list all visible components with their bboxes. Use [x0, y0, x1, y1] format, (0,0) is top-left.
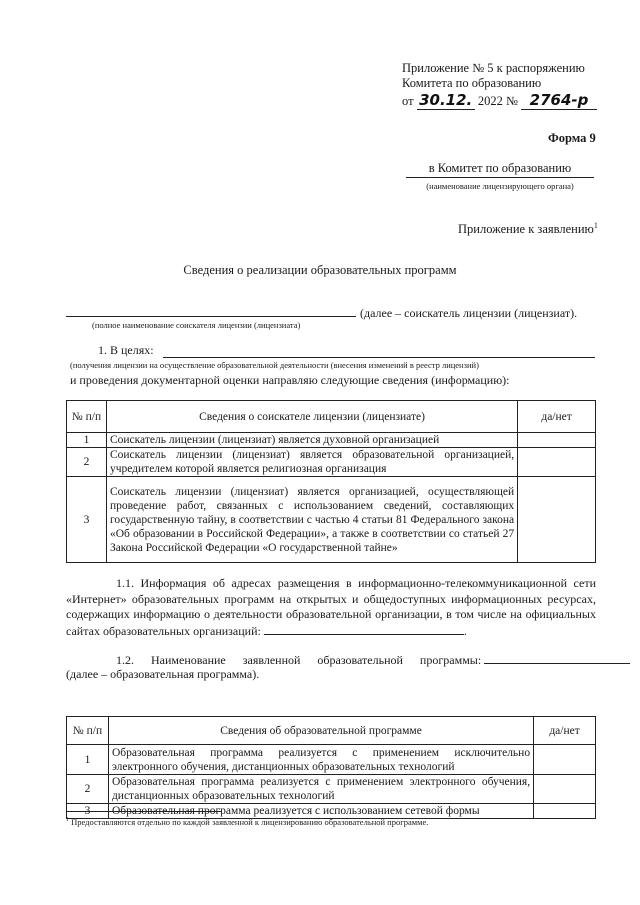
applicant-suffix: (далее – соискатель лицензии (лицензиат). — [360, 306, 578, 320]
row-yesno-cell[interactable] — [534, 775, 596, 804]
row-text: Образовательная программа реализуется с применением исключительно электронного обучения, дистанционных образовательных технологий — [108, 745, 533, 775]
addressee-caption: (наименование лицензирующего органа) — [426, 181, 574, 191]
goals-field — [163, 357, 595, 358]
addressee: в Комитет по образованию — [406, 161, 594, 178]
footnote-number: 1 — [66, 817, 69, 824]
paragraph-1-1: 1.1. Информация об адресах размещения в информационно-телекоммуникационной сети «Интернет» образовательных программ на открытых и общедоступных информационных ресурсах, содержащих информацию о деятельности образовательной организации, в том числе на официальных сайтах образовательных организаций: . — [66, 576, 596, 638]
date-prefix: от — [402, 94, 414, 108]
row-text: Соискатель лицензии (лицензиат) является образовательной организацией, учредителем которой является религиозная организация — [106, 448, 517, 477]
applicant-caption: (полное наименование соискателя лицензии (лицензиата) — [92, 320, 301, 330]
row-num: 1 — [67, 745, 109, 775]
appendix-label — [458, 221, 598, 237]
row-num: 3 — [67, 804, 109, 819]
paragraph-1-2 — [116, 652, 630, 668]
table-row — [67, 775, 596, 804]
form-label: Форма 9 — [548, 131, 596, 145]
applicant-name-field — [66, 316, 356, 317]
header-num: № п/п — [67, 401, 107, 433]
footnote — [66, 817, 428, 827]
row-num: 3 — [67, 477, 107, 563]
footnote-mark: 1 — [593, 221, 598, 230]
document-title: Сведения о реализации образовательных программ — [183, 263, 457, 277]
row-text: Соискатель лицензии (лицензиат) является духовной организацией — [106, 433, 517, 448]
footnote-divider — [66, 811, 222, 812]
paragraph-1-1-text: 1.1. Информация об адресах размещения в информационно-телекоммуникационной сети «Интернет» образовательных программ на открытых и общедоступных информационных ресурсах, содержащих информацию о деятельности образовательной организации, в том числе на официальных сайтах образовательных организаций: — [66, 576, 596, 638]
table-row — [67, 448, 596, 477]
header-date-line — [402, 91, 597, 110]
row-num: 1 — [67, 433, 107, 448]
date-handwritten: 30.12. — [417, 91, 475, 110]
row-yesno-cell[interactable] — [534, 804, 596, 819]
header-yesno: да/нет — [534, 717, 596, 745]
goals-label: 1. В целях: — [98, 343, 154, 357]
paragraph-1-2-continuation: (далее – образовательная программа). — [66, 667, 260, 681]
header-info: Сведения о соискателе лицензии (лицензиате) — [106, 401, 517, 433]
row-text: Образовательная программа реализуется с использованием сетевой формы — [108, 804, 533, 819]
header-num: № п/п — [67, 717, 109, 745]
table-row — [67, 745, 596, 775]
header-info: Сведения об образовательной программе — [108, 717, 533, 745]
appendix-label-text: Приложение к заявлению — [458, 222, 594, 237]
paragraph-1-2-text: 1.2. Наименование заявленной образовательной программы: — [116, 653, 482, 667]
program-name-field — [484, 652, 630, 664]
goals-caption: (получения лицензии на осуществление образовательной деятельности (внесения изменений в реестр лицензий) — [70, 360, 479, 370]
row-num: 2 — [67, 448, 107, 477]
header-yesno: да/нет — [518, 401, 596, 433]
row-yesno-cell[interactable] — [518, 477, 596, 563]
table-row — [67, 477, 596, 563]
goals-text: и проведения документарной оценки направляю следующие сведения (информацию): — [70, 373, 510, 387]
row-yesno-cell[interactable] — [518, 433, 596, 448]
number-handwritten: 2764-р — [521, 91, 597, 110]
table-applicant-info — [66, 400, 596, 563]
year: 2022 № — [477, 94, 518, 108]
row-yesno-cell[interactable] — [534, 745, 596, 775]
row-text: Соискатель лицензии (лицензиат) является организацией, осуществляющей проведение работ, связанных с использованием сведений, составляющих государственную тайну, в соответствии с частью 4 статьи 81 Федерального закона «Об образовании в Российской Федерации», а также в соответствии со статьей 27 Закона Российской Федерации «О государственной тайне» — [106, 477, 517, 563]
header-line-2: Комитета по образованию — [402, 76, 542, 90]
row-text: Образовательная программа реализуется с применением электронного обучения, дистанционных образовательных технологий — [108, 775, 533, 804]
footnote-text: Предоставляются отдельно по каждой заявленной к лицензированию образовательной программе. — [71, 817, 429, 827]
table-row — [67, 433, 596, 448]
header-line-1: Приложение № 5 к распоряжению — [402, 61, 585, 75]
row-num: 2 — [67, 775, 109, 804]
table-program-info — [66, 716, 596, 819]
websites-field — [264, 623, 464, 635]
row-yesno-cell[interactable] — [518, 448, 596, 477]
table-header-row — [67, 717, 596, 745]
table-header-row — [67, 401, 596, 433]
